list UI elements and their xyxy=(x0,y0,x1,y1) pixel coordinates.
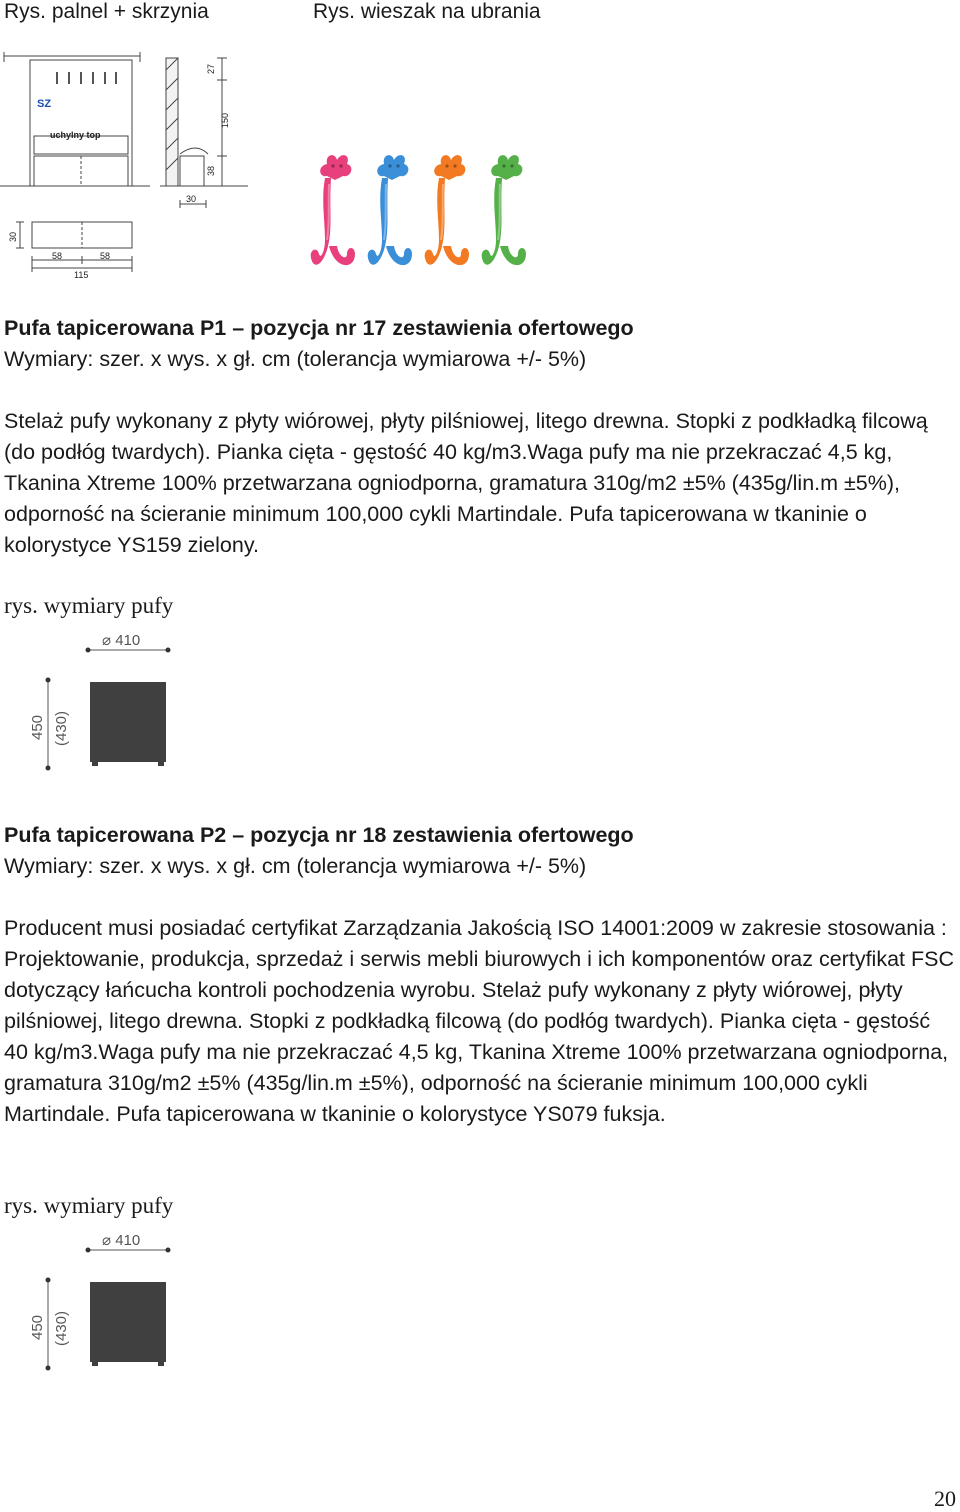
caption-panel-chest: Rys. palnel + skrzynia xyxy=(4,0,209,23)
coat-hook-3 xyxy=(425,155,469,265)
coat-hook-1 xyxy=(311,155,355,265)
label-30-top: 30 xyxy=(8,231,18,242)
label-58-left: 58 xyxy=(52,251,63,261)
panel-chest-drawing xyxy=(0,50,250,280)
label-27: 27 xyxy=(206,63,216,74)
section1-dimensions: Wymiary: szer. x wys. x gł. cm (tolerancja wymiarowa +/- 5%) xyxy=(4,347,587,371)
section2-body: Producent musi posiadać certyfikat Zarządzania Jakością ISO 14001:2009 w zakresie stosowania : Projektowanie, produkcja, sprzedaż i serwis mebli biurowych i ich komponentów oraz certyfikat FSC dotyczący łańcucha kontroli pochodzenia wyrobu. Stelaż pufy wykonany z płyty wiórowej, płyty pilśniowej, litego drewna. Stopki z podkładką filcową (do podłóg twardych). Pianka cięta - gęstość 40 kg/m3.Waga pufy ma nie przekraczać 4,5 kg, Tkanina Xtreme 100% przetwarzana ogniodporna, gramatura 310g/m2 ±5% (435g/lin.m ±5%), odporność na ścieranie minimum 100,000 cykli Martindale. Pufa tapicerowana w tkaninie o kolorystyce YS079 fuksja. xyxy=(4,916,954,1126)
coat-hooks-image xyxy=(305,150,535,285)
label-115: 115 xyxy=(74,270,89,280)
section2-pouf-dimension-figure xyxy=(22,1228,182,1378)
section2-dimensions: Wymiary: szer. x wys. x gł. cm (tolerancja wymiarowa +/- 5%) xyxy=(4,854,587,878)
pouf2-diameter-label: ⌀ 410 xyxy=(102,1232,141,1249)
label-30-side: 30 xyxy=(186,194,197,204)
label-58-right: 58 xyxy=(100,251,111,261)
section1-heading: Pufa tapicerowana P1 – pozycja nr 17 zestawienia ofertowego xyxy=(4,316,634,340)
pouf2-height-alt-label: (430) xyxy=(53,1310,70,1346)
coat-hook-4 xyxy=(482,155,526,265)
section2-heading: Pufa tapicerowana P2 – pozycja nr 18 zestawienia ofertowego xyxy=(4,823,634,847)
section2-figure-caption: rys. wymiary pufy xyxy=(4,1193,174,1218)
pouf2-height-label: 450 xyxy=(29,1314,46,1340)
label-150: 150 xyxy=(220,112,230,128)
label-top: uchylny top xyxy=(50,130,101,140)
pouf1-height-label: 450 xyxy=(29,714,46,740)
section1-figure-caption: rys. wymiary pufy xyxy=(4,593,174,618)
coat-hook-2 xyxy=(368,155,412,265)
pouf2-shape xyxy=(90,1282,166,1362)
pouf1-height-alt-label: (430) xyxy=(53,710,70,746)
section1-pouf-dimension-figure xyxy=(22,628,182,778)
page-number: 20 xyxy=(934,1486,956,1511)
caption-clothes-hanger: Rys. wieszak na ubrania xyxy=(313,0,541,23)
label-sz: SZ xyxy=(37,98,52,110)
label-38: 38 xyxy=(206,165,216,176)
pouf1-shape xyxy=(90,682,166,762)
pouf1-diameter-label: ⌀ 410 xyxy=(102,632,141,649)
section1-body: Stelaż pufy wykonany z płyty wiórowej, płyty pilśniowej, litego drewna. Stopki z podkładką filcową (do podłóg twardych). Pianka cięta - gęstość 40 kg/m3.Waga pufy ma nie przekraczać 4,5 kg, Tkanina Xtreme 100% przetwarzana ogniodporna, gramatura 310g/m2 ±5% (435g/lin.m ±5%), odporność na ścieranie minimum 100,000 cykli Martindale. Pufa tapicerowana w tkaninie o kolorystyce YS159 zielony. xyxy=(4,409,928,557)
